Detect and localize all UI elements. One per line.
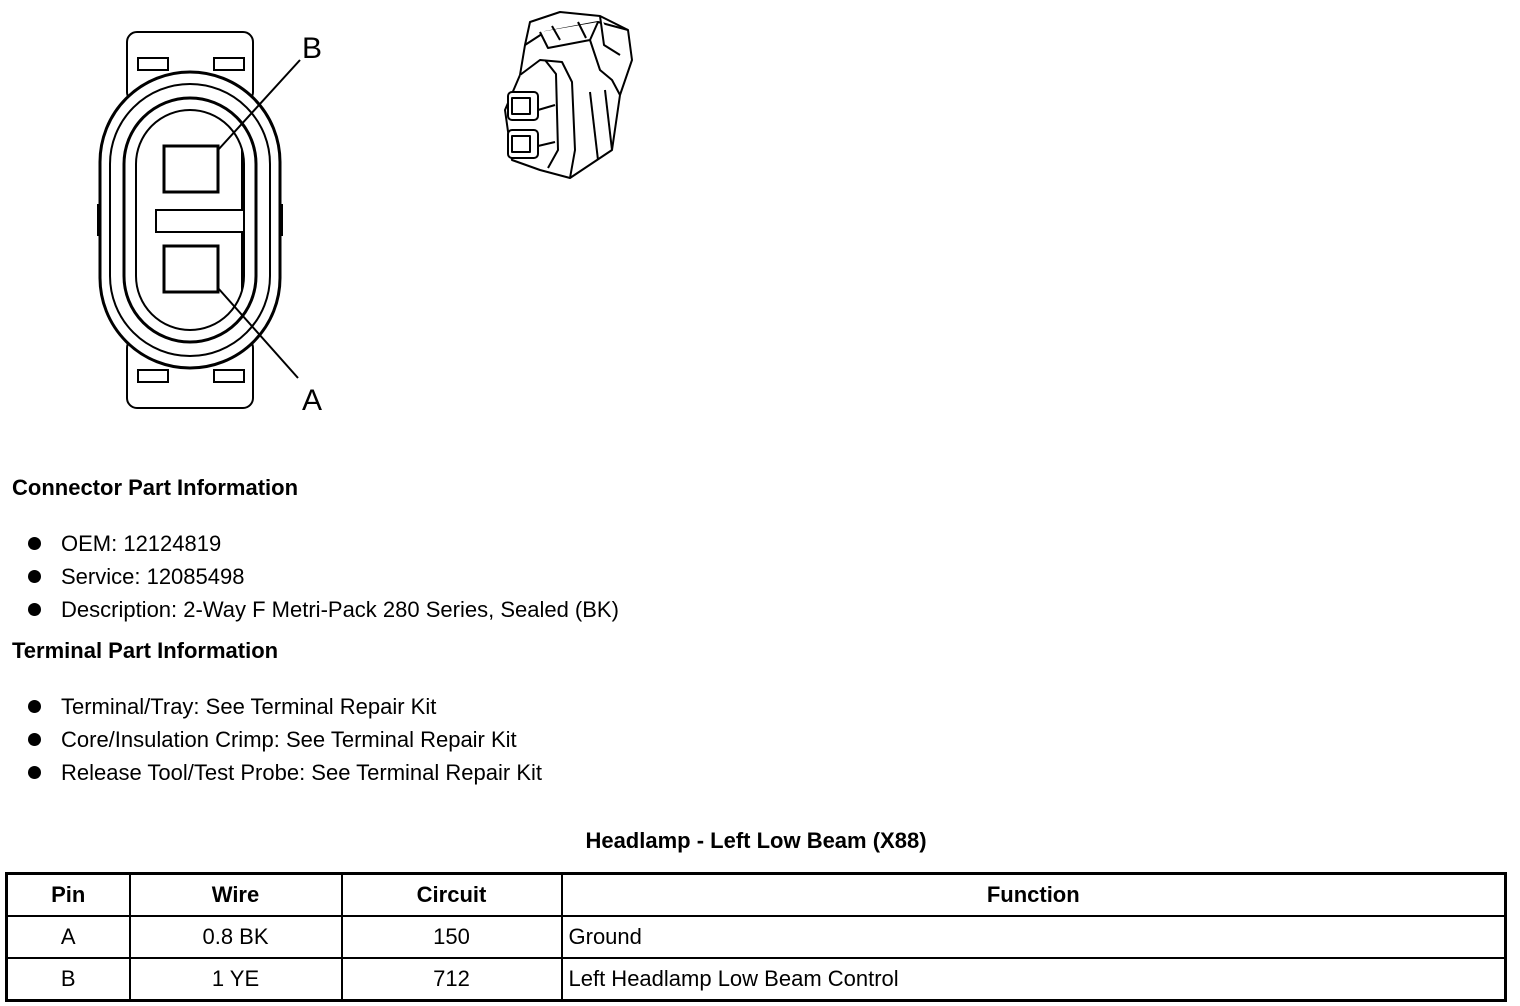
cell-pin: A: [7, 916, 130, 958]
list-item-text: Release Tool/Test Probe: See Terminal Repair Kit: [61, 760, 542, 785]
list-item: [28, 690, 542, 723]
list-item: [28, 560, 619, 593]
pinout-table: [5, 872, 1507, 1002]
terminal-part-info-heading: Terminal Part Information: [12, 638, 279, 663]
pin-label-b: B: [302, 32, 323, 65]
list-item: [28, 527, 619, 560]
bullet-icon: [28, 766, 41, 779]
bullet-icon: [28, 700, 41, 713]
connector-face-view: [98, 32, 300, 408]
cell-pin: B: [7, 958, 130, 1001]
cell-circuit: 150: [342, 916, 562, 958]
list-item: [28, 593, 619, 626]
connector-diagrams: [0, 0, 700, 440]
table-title: Headlamp - Left Low Beam (X88): [585, 828, 927, 853]
connector-diagram-area: [0, 0, 700, 440]
bullet-icon: [28, 537, 41, 550]
list-item-text: Core/Insulation Crimp: See Terminal Repair Kit: [61, 727, 517, 752]
bullet-icon: [28, 603, 41, 616]
bullet-icon: [28, 733, 41, 746]
list-item: [28, 723, 542, 756]
table-row: [7, 958, 1506, 1001]
connector-isometric-view: [505, 12, 632, 178]
terminal-part-info-list: [28, 690, 542, 789]
connector-part-info-heading: Connector Part Information: [12, 475, 299, 500]
table-header-row: [7, 874, 1506, 917]
list-item-text: OEM: 12124819: [61, 531, 222, 556]
cell-function: Left Headlamp Low Beam Control: [562, 958, 1506, 1001]
cell-function: Ground: [562, 916, 1506, 958]
connector-part-info-list: [28, 527, 619, 626]
table-row: [7, 916, 1506, 958]
list-item-text: Terminal/Tray: See Terminal Repair Kit: [61, 694, 437, 719]
bullet-icon: [28, 570, 41, 583]
header-pin: Pin: [7, 874, 130, 917]
header-circuit: Circuit: [342, 874, 562, 917]
cell-wire: 0.8 BK: [130, 916, 342, 958]
list-item-text: Service: 12085498: [61, 564, 245, 589]
pin-label-a: A: [302, 384, 323, 417]
list-item: [28, 756, 542, 789]
list-item-text: Description: 2-Way F Metri-Pack 280 Series, Sealed (BK): [61, 597, 619, 622]
cell-wire: 1 YE: [130, 958, 342, 1001]
cell-circuit: 712: [342, 958, 562, 1001]
header-function: Function: [562, 874, 1506, 917]
header-wire: Wire: [130, 874, 342, 917]
